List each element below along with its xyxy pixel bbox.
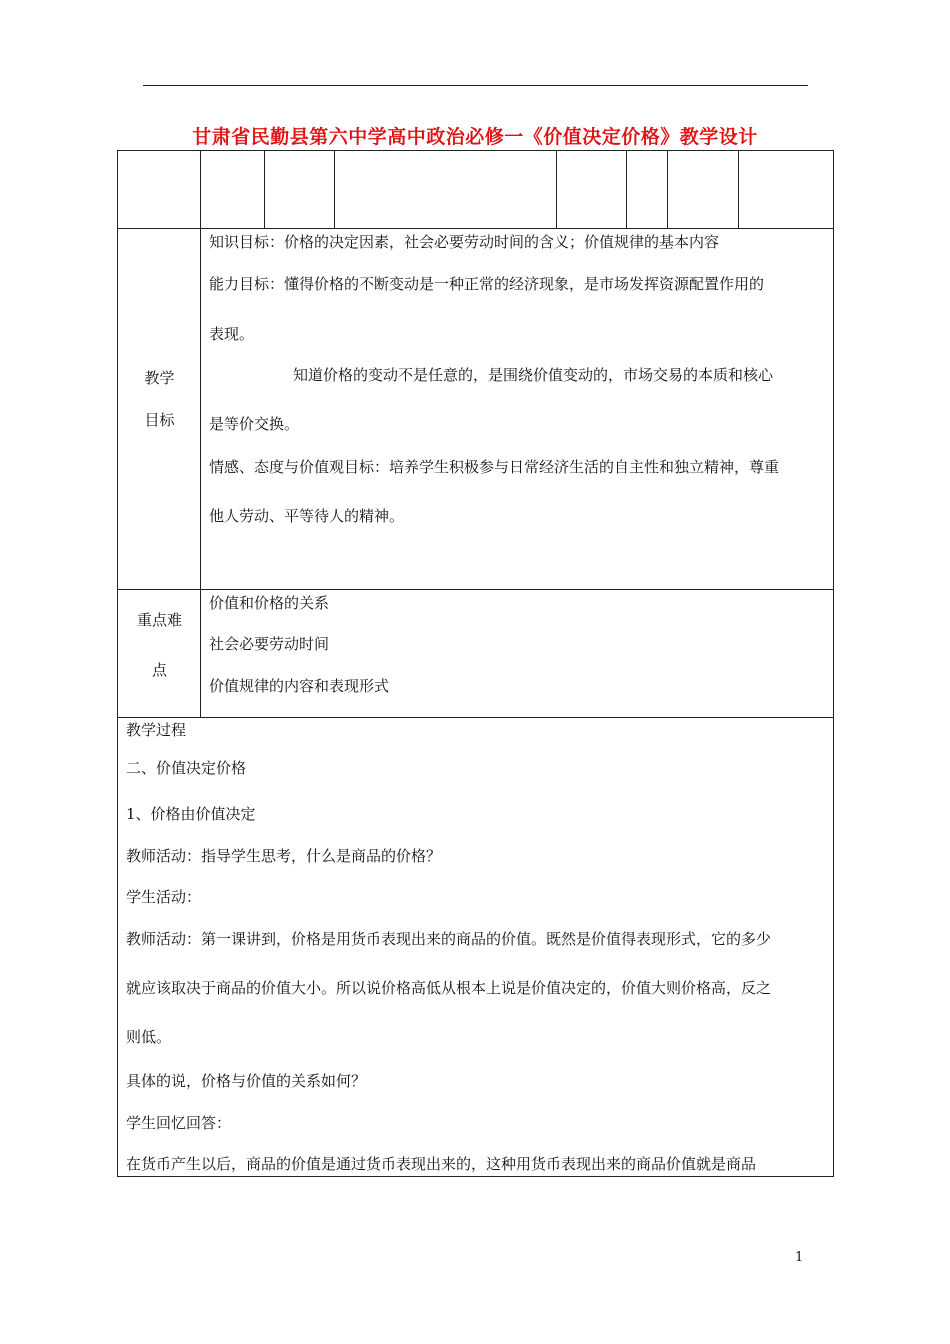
cell-divider [556,151,557,228]
process-line: 教师活动：指导学生思考，什么是商品的价格？ [126,847,442,865]
key-point-line: 价值和价格的关系 [209,594,330,612]
objective-line: 是等价交换。 [209,415,300,433]
info-row [117,150,834,229]
objective-line: 表现。 [209,325,255,343]
process-line: 学生回忆回答： [126,1114,232,1132]
objectives-label-2: 目标 [144,411,175,429]
key-point-line: 价值规律的内容和表现形式 [209,677,390,695]
process-line: 二、价值决定价格 [126,759,247,777]
cell-divider [200,151,201,228]
cell-divider [626,151,627,228]
objective-line: 知识目标：价格的决定因素，社会必要劳动时间的含义；价值规律的基本内容 [209,233,720,251]
process-line: 学生活动： [126,888,202,906]
process-line: 则低。 [126,1028,172,1046]
key-points-label-2: 点 [151,661,167,679]
cell-divider [738,151,739,228]
process-section [117,717,834,1177]
cell-divider [334,151,335,228]
process-line: 1、价格由价值决定 [126,805,256,823]
page-number: 1 [795,1250,804,1265]
process-line: 教学过程 [126,721,187,739]
objective-line: 情感、态度与价值观目标：培养学生积极参与日常经济生活的自主性和独立精神，尊重 [209,458,780,476]
objectives-label-1: 教学 [144,369,175,387]
document-title: 甘肃省民勤县第六中学高中政治必修一《价值决定价格》教学设计 [192,126,758,148]
objective-line: 他人劳动、平等待人的精神。 [209,507,405,525]
label-divider [200,229,201,589]
objectives-section [117,228,834,590]
process-line: 具体的说，价格与价值的关系如何？ [126,1072,367,1090]
process-line: 就应该取决于商品的价值大小。所以说价格高低从根本上说是价值决定的，价值大则价格高，反之 [126,979,772,997]
cell-divider [667,151,668,228]
objective-line: 能力目标：懂得价格的不断变动是一种正常的经济现象，是市场发挥资源配置作用的 [209,275,765,293]
key-points-label-1: 重点难 [136,611,182,629]
cell-divider [264,151,265,228]
key-points-section [117,589,834,718]
header-rule [143,85,808,86]
process-line: 教师活动：第一课讲到，价格是用货币表现出来的商品的价值。既然是价值得表现形式，它的多少 [126,930,772,948]
objective-line: 知道价格的变动不是任意的，是围绕价值变动的，市场交易的本质和核心 [293,366,774,384]
process-line: 在货币产生以后，商品的价值是通过货币表现出来的，这种用货币表现出来的商品价值就是商品 [126,1155,757,1173]
key-point-line: 社会必要劳动时间 [209,635,330,653]
